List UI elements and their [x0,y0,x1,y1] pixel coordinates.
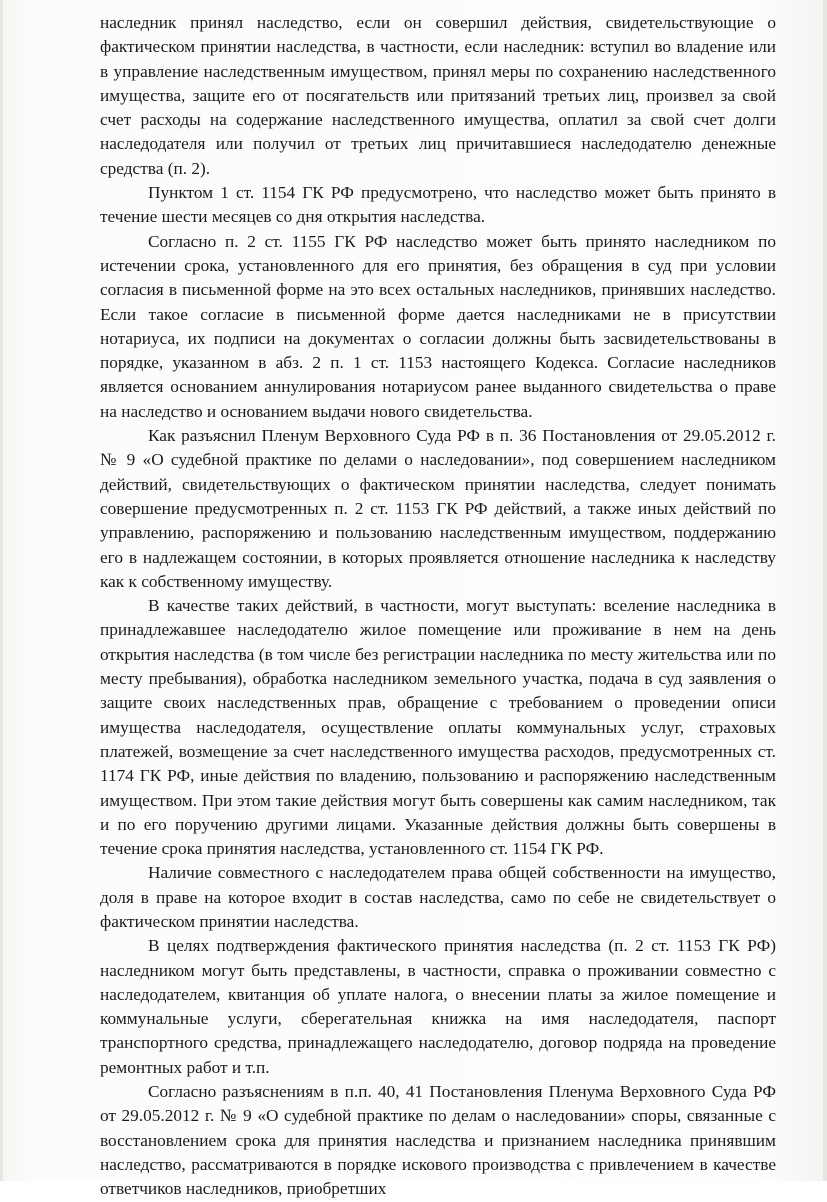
paragraph-4: Как разъяснил Пленум Верховного Суда РФ в п. 36 Постановления от 29.05.2012 г. № 9 «О судебной практике по делами о наследовании», под совершением наследником действий, свидетельствующих о фактическом принятии наследства, следует понимать совершение предусмотренных п. 2 ст. 1153 ГК РФ действий, а также иных действий по управлению, распоряжению и пользованию наследственным имуществом, поддержанию его в надлежащем состоянии, в которых проявляется отношение наследника к наследству как к собственному имуществу. [100,426,776,591]
paragraph-1: наследник принял наследство, если он совершил действия, свидетельствующие о фактическом принятии наследства, в частности, если наследник: вступил во владение или в управление наследственным имуществом, принял меры по сохранению наследственного имущества, защите его от посягательств или притязаний третьих лиц, произвел за свой счет расходы на содержание наследственного имущества, оплатил за свой счет долги наследодателя или получил от третьих лиц причитавшиеся наследодателю денежные средства (п. 2). [100,13,776,178]
document-body [100,11,776,1202]
scan-edge-shadow-left [0,0,3,1181]
paragraph-6: Наличие совместного с наследодателем права общей собственности на имущество, доля в праве на которое входит в состав наследства, само по себе не свидетельствует о фактическом принятии наследства. [100,863,776,931]
paragraph-8: Согласно разъяснениям в п.п. 40, 41 Постановления Пленума Верховного Суда РФ от 29.05.2012 г. № 9 «О судебной практике по делам о наследовании» споры, связанные с восстановлением срока для принятия наследства и признанием наследника принявшим наследство, рассматриваются в порядке искового производства с привлечением в качестве ответчиков наследников, приобретших [100,1082,776,1199]
scan-edge-shadow-right [823,0,827,1181]
paragraph-7: В целях подтверждения фактического принятия наследства (п. 2 ст. 1153 ГК РФ) наследником могут быть представлены, в частности, справка о проживании совместно с наследодателем, квитанция об уплате налога, о внесении платы за жилое помещение и коммунальные услуги, сберегательная книжка на имя наследодателя, паспорт транспортного средства, принадлежащего наследодателю, договор подряда на проведение ремонтных работ и т.п. [100,936,776,1077]
paragraph-2: Пунктом 1 ст. 1154 ГК РФ предусмотрено, что наследство может быть принято в течение шести месяцев со дня открытия наследства. [100,183,776,227]
paragraph-5: В качестве таких действий, в частности, могут выступать: вселение наследника в принадлежавшее наследодателю жилое помещение или проживание в нем на день открытия наследства (в том числе без регистрации наследника по месту жительства или по месту пребывания), обработка наследником земельного участка, подача в суд заявления о защите своих наследственных прав, обращение с требованием о проведении описи имущества наследодателя, осуществление оплаты коммунальных услуг, страховых платежей, возмещение за счет наследственного имущества расходов, предусмотренных ст. 1174 ГК РФ, иные действия по владению, пользованию и распоряжению наследственным имуществом. При этом такие действия могут быть совершены как самим наследником, так и по его поручению другими лицами. Указанные действия должны быть совершены в течение срока принятия наследства, установленного ст. 1154 ГК РФ. [100,596,776,859]
paragraph-3: Согласно п. 2 ст. 1155 ГК РФ наследство может быть принято наследником по истечении срока, установленного для его принятия, без обращения в суд при условии согласия в письменной форме на это всех остальных наследников, принявших наследство. Если такое согласие в письменной форме дается наследниками не в присутствии нотариуса, их подписи на документах о согласии должны быть засвидетельствованы в порядке, указанном в абз. 2 п. 1 ст. 1153 настоящего Кодекса. Согласие наследников является основанием аннулирования нотариусом ранее выданного свидетельства о праве на наследство и основанием выдачи нового свидетельства. [100,231,776,421]
